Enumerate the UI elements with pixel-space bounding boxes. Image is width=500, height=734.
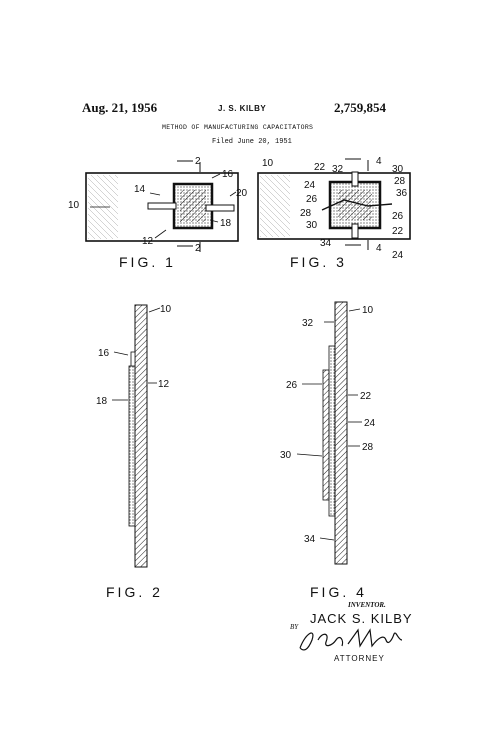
inventor-name: JACK S. KILBY bbox=[310, 611, 413, 626]
fig4-ref-24: 24 bbox=[364, 418, 376, 429]
inventor-label: INVENTOR. bbox=[348, 601, 386, 609]
fig1-ref-20: 20 bbox=[236, 188, 248, 199]
fig2-ref-18: 18 bbox=[96, 396, 108, 407]
attorney-label: ATTORNEY bbox=[334, 654, 385, 663]
figure-2-drawing bbox=[112, 305, 160, 567]
fig3-ref-22-top: 22 bbox=[314, 162, 326, 173]
fig3-ref-30-top: 30 bbox=[392, 164, 404, 175]
fig1-ref-18: 18 bbox=[220, 218, 232, 229]
fig3-ref-4-top: 4 bbox=[376, 156, 382, 167]
fig3-ref-24-bottom: 24 bbox=[392, 250, 404, 261]
figure-1-caption: FIG. 1 bbox=[119, 254, 176, 270]
fig3-ref-32: 32 bbox=[332, 164, 344, 175]
fig4-ref-32: 32 bbox=[302, 318, 314, 329]
figure-4-caption: FIG. 4 bbox=[310, 584, 367, 600]
fig3-ref-22-bottom: 22 bbox=[392, 226, 404, 237]
fig1-ref-16: 16 bbox=[222, 169, 234, 180]
fig2-ref-12: 12 bbox=[158, 379, 170, 390]
figure-1-drawing bbox=[86, 161, 238, 252]
fig4-ref-26: 26 bbox=[286, 380, 298, 391]
patent-date: Aug. 21, 1956 bbox=[82, 100, 158, 115]
fig4-ref-10: 10 bbox=[362, 305, 374, 316]
fig1-ref-2-top: 2 bbox=[195, 156, 201, 167]
fig3-ref-26-right: 26 bbox=[392, 211, 404, 222]
fig4-ref-30: 30 bbox=[280, 450, 292, 461]
fig3-ref-24-top: 24 bbox=[304, 180, 316, 191]
fig4-ref-22: 22 bbox=[360, 391, 372, 402]
fig3-ref-36: 36 bbox=[396, 188, 408, 199]
fig4-ref-34: 34 bbox=[304, 534, 316, 545]
fig1-ref-10: 10 bbox=[68, 200, 80, 211]
fig1-ref-2-bottom: 2 bbox=[195, 243, 201, 254]
figure-3-caption: FIG. 3 bbox=[290, 254, 347, 270]
fig3-ref-28-right: 28 bbox=[394, 176, 406, 187]
fig3-ref-30-left: 30 bbox=[306, 220, 318, 231]
fig3-ref-34: 34 bbox=[320, 238, 332, 249]
figure-4-drawing bbox=[297, 302, 362, 564]
fig1-ref-12: 12 bbox=[142, 236, 154, 247]
fig3-ref-4-bottom: 4 bbox=[376, 243, 382, 254]
fig2-ref-10: 10 bbox=[160, 304, 172, 315]
figure-2-caption: FIG. 2 bbox=[106, 584, 163, 600]
fig1-ref-14: 14 bbox=[134, 184, 146, 195]
patent-title: METHOD OF MANUFACTURING CAPACITATORS bbox=[162, 124, 314, 131]
by-label: BY bbox=[290, 623, 299, 631]
inventor-header: J. S. KILBY bbox=[218, 104, 267, 113]
fig2-ref-16: 16 bbox=[98, 348, 110, 359]
filed-date: Filed June 20, 1951 bbox=[212, 138, 292, 146]
fig3-ref-26-left: 26 bbox=[306, 194, 318, 205]
fig3-ref-28-left: 28 bbox=[300, 208, 312, 219]
patent-number: 2,759,854 bbox=[334, 100, 386, 115]
fig4-ref-28: 28 bbox=[362, 442, 374, 453]
fig3-ref-10: 10 bbox=[262, 158, 274, 169]
